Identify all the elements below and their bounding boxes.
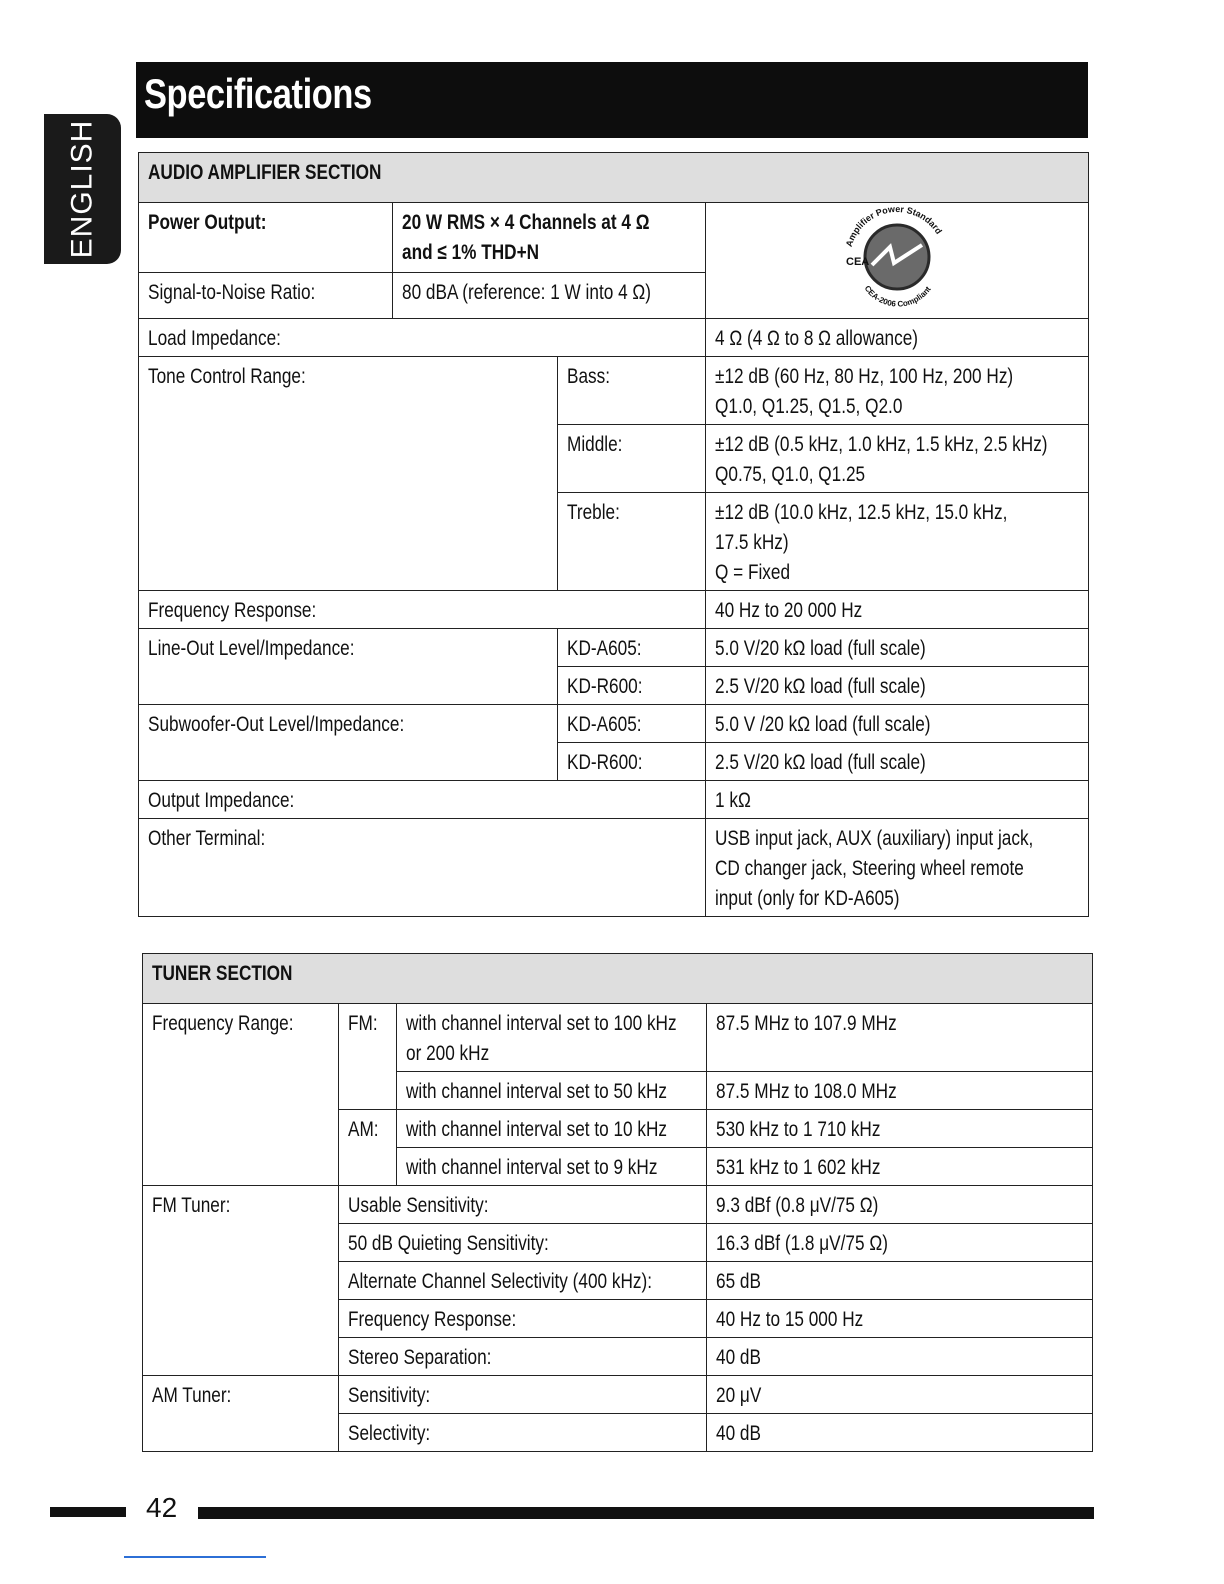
tuner-table	[142, 953, 1093, 1452]
lineout-a-row	[139, 629, 1089, 667]
other-terminal-label: Other Terminal:	[139, 819, 706, 917]
logo-arc-bottom-text: CEA-2006 Compliant	[862, 283, 933, 307]
am-range-2-value: 531 kHz to 1 602 kHz	[707, 1148, 1093, 1186]
fm-frequency-response-label: Frequency Response:	[339, 1300, 707, 1338]
lineout-label: Line-Out Level/Impedance:	[139, 629, 558, 705]
subwoofer-label: Subwoofer-Out Level/Impedance:	[139, 705, 558, 781]
bass-label: Bass:	[558, 357, 706, 425]
am-range-1-value: 530 kHz to 1 710 kHz	[707, 1110, 1093, 1148]
other-terminal-row	[139, 819, 1089, 917]
audio-section-header: AUDIO AMPLIFIER SECTION	[139, 153, 1089, 203]
footer-link-underline	[124, 1556, 266, 1558]
quieting-sensitivity-label: 50 dB Quieting Sensitivity:	[339, 1224, 707, 1262]
usable-sensitivity-row	[143, 1186, 1093, 1224]
lineout-b-model: KD-R600:	[558, 667, 706, 705]
fm-tuner-label: FM Tuner:	[143, 1186, 339, 1376]
output-impedance-value: 1 kΩ	[706, 781, 1089, 819]
frequency-response-label: Frequency Response:	[139, 591, 706, 629]
audio-section-header-row	[139, 153, 1089, 203]
fm-range-2-value: 87.5 MHz to 108.0 MHz	[707, 1072, 1093, 1110]
subwoofer-b-model: KD-R600:	[558, 743, 706, 781]
audio-amplifier-table	[138, 152, 1089, 917]
am-sensitivity-label: Sensitivity:	[339, 1376, 707, 1414]
lineout-b-value: 2.5 V/20 kΩ load (full scale)	[706, 667, 1089, 705]
subwoofer-a-model: KD-A605:	[558, 705, 706, 743]
fm-range-1-row	[143, 1004, 1093, 1072]
power-output-row	[139, 203, 1089, 273]
am-range-2-condition: with channel interval set to 9 kHz	[397, 1148, 707, 1186]
cea-compliance-logo-cell	[706, 203, 1089, 319]
snr-value: 80 dBA (reference: 1 W into 4 Ω)	[393, 273, 706, 319]
logo-left-text: CEA	[846, 256, 870, 268]
fm-band-label: FM:	[339, 1004, 397, 1110]
am-tuner-label: AM Tuner:	[143, 1376, 339, 1452]
frequency-response-value: 40 Hz to 20 000 Hz	[706, 591, 1089, 629]
output-impedance-row	[139, 781, 1089, 819]
am-selectivity-label: Selectivity:	[339, 1414, 707, 1452]
power-output-value: 20 W RMS × 4 Channels at 4 Ω and ≤ 1% THD+N	[393, 203, 706, 273]
treble-label: Treble:	[558, 493, 706, 591]
language-tab-label: ENGLISH	[65, 119, 99, 259]
stereo-separation-label: Stereo Separation:	[339, 1338, 707, 1376]
language-tab	[44, 114, 121, 264]
usable-sensitivity-label: Usable Sensitivity:	[339, 1186, 707, 1224]
treble-value: ±12 dB (10.0 kHz, 12.5 kHz, 15.0 kHz, 17.5 kHz) Q = Fixed	[706, 493, 1089, 591]
fm-range-2-condition: with channel interval set to 50 kHz	[397, 1072, 707, 1110]
alternate-channel-label: Alternate Channel Selectivity (400 kHz):	[339, 1262, 707, 1300]
frequency-response-row	[139, 591, 1089, 629]
output-impedance-label: Output Impedance:	[139, 781, 706, 819]
quieting-sensitivity-value: 16.3 dBf (1.8 μV/75 Ω)	[707, 1224, 1093, 1262]
subwoofer-a-row	[139, 705, 1089, 743]
title-bar	[136, 62, 1088, 138]
middle-value: ±12 dB (0.5 kHz, 1.0 kHz, 1.5 kHz, 2.5 kHz) Q0.75, Q1.0, Q1.25	[706, 425, 1089, 493]
page-number: 42	[146, 1492, 178, 1523]
footer-rule-right	[198, 1507, 1094, 1519]
page-title: Specifications	[144, 70, 372, 117]
fm-range-1-value: 87.5 MHz to 107.9 MHz	[707, 1004, 1093, 1072]
am-selectivity-value: 40 dB	[707, 1414, 1093, 1452]
fm-range-1-condition: with channel interval set to 100 kHz or 200 kHz	[397, 1004, 707, 1072]
footer-rule-left	[50, 1507, 126, 1517]
bass-value: ±12 dB (60 Hz, 80 Hz, 100 Hz, 200 Hz) Q1.0, Q1.25, Q1.5, Q2.0	[706, 357, 1089, 425]
lineout-a-model: KD-A605:	[558, 629, 706, 667]
other-terminal-value: USB input jack, AUX (auxiliary) input jack, CD changer jack, Steering wheel remote input (only for KD-A605)	[706, 819, 1089, 917]
bass-row	[139, 357, 1089, 425]
lineout-a-value: 5.0 V/20 kΩ load (full scale)	[706, 629, 1089, 667]
am-band-label: AM:	[339, 1110, 397, 1186]
tuner-section-header-row	[143, 954, 1093, 1004]
logo-disc	[865, 225, 929, 289]
logo-arc-top-text: Amplifier Power Standard	[843, 207, 944, 248]
fm-frequency-response-value: 40 Hz to 15 000 Hz	[707, 1300, 1093, 1338]
power-output-label: Power Output:	[139, 203, 393, 273]
tuner-section-header: TUNER SECTION	[143, 954, 1093, 1004]
stereo-separation-value: 40 dB	[707, 1338, 1093, 1376]
frequency-range-label: Frequency Range:	[143, 1004, 339, 1186]
cea-2006-logo-icon	[832, 207, 962, 307]
alternate-channel-value: 65 dB	[707, 1262, 1093, 1300]
am-sensitivity-value: 20 μV	[707, 1376, 1093, 1414]
load-impedance-row	[139, 319, 1089, 357]
subwoofer-a-value: 5.0 V /20 kΩ load (full scale)	[706, 705, 1089, 743]
am-range-1-condition: with channel interval set to 10 kHz	[397, 1110, 707, 1148]
tone-control-label: Tone Control Range:	[139, 357, 558, 591]
load-impedance-value: 4 Ω (4 Ω to 8 Ω allowance)	[706, 319, 1089, 357]
middle-label: Middle:	[558, 425, 706, 493]
am-sensitivity-row	[143, 1376, 1093, 1414]
load-impedance-label: Load Impedance:	[139, 319, 706, 357]
subwoofer-b-value: 2.5 V/20 kΩ load (full scale)	[706, 743, 1089, 781]
snr-label: Signal-to-Noise Ratio:	[139, 273, 393, 319]
usable-sensitivity-value: 9.3 dBf (0.8 μV/75 Ω)	[707, 1186, 1093, 1224]
